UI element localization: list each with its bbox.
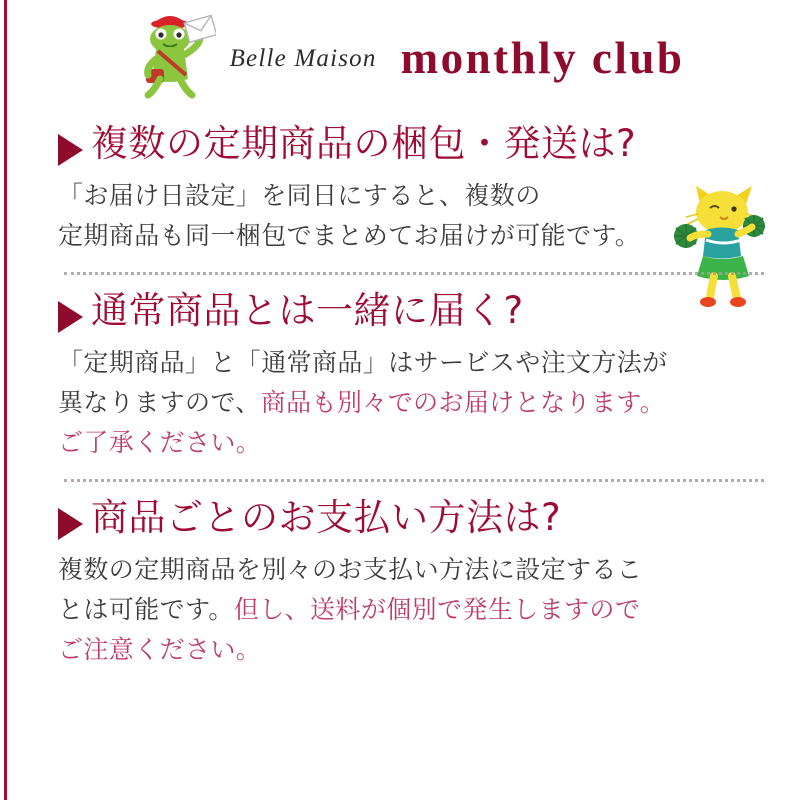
faq-list (0, 122, 800, 670)
faq-question-row-1 (58, 122, 770, 166)
divider-1 (64, 272, 764, 275)
faq-answer-2-line-3: ご了承ください。 (58, 428, 262, 457)
faq-answer-3-line-3: ご注意ください。 (58, 635, 262, 664)
faq-question-row-2 (58, 289, 770, 333)
faq-answer-3-line-1: 複数の定期商品を別々のお支払い方法に設定するこ (58, 555, 643, 584)
faq-question-row-3 (58, 496, 770, 540)
faq-answer-1 (58, 176, 770, 256)
faq-answer-3-line-2b: 但し、送料が個別で発生しますので (233, 595, 641, 624)
triangle-bullet-icon (58, 301, 83, 333)
brand-title: monthly club (400, 33, 685, 83)
faq-item-2 (58, 289, 770, 463)
faq-answer-3-line-2a: とは可能です。 (58, 595, 234, 624)
frog-mailman-icon (130, 9, 216, 105)
faq-answer-1-line-1: 「お届け日設定」を同日にすると、複数の (58, 181, 541, 210)
faq-answer-2-line-2a: 異なりますので、 (58, 388, 261, 417)
faq-item-3 (58, 496, 770, 670)
faq-question-2: 通常商品とは一緒に届く? (91, 289, 524, 332)
faq-answer-2 (58, 343, 770, 463)
faq-answer-3 (58, 550, 770, 670)
divider-2 (64, 479, 764, 482)
faq-question-1: 複数の定期商品の梱包・発送は? (91, 122, 637, 165)
faq-answer-2-line-2b: 商品も別々でのお届けとなります。 (260, 388, 666, 417)
brand-script-text: Belle Maison (229, 45, 377, 72)
page-header (0, 0, 800, 122)
faq-answer-2-line-1: 「定期商品」と「通常商品」はサービスや注文方法が (58, 348, 668, 377)
faq-item-1 (58, 122, 770, 256)
faq-question-3: 商品ごとのお支払い方法は? (91, 496, 562, 539)
triangle-bullet-icon (58, 508, 83, 540)
faq-answer-1-line-2: 定期商品も同一梱包でまとめてお届けが可能です。 (58, 221, 641, 250)
triangle-bullet-icon (58, 134, 83, 166)
